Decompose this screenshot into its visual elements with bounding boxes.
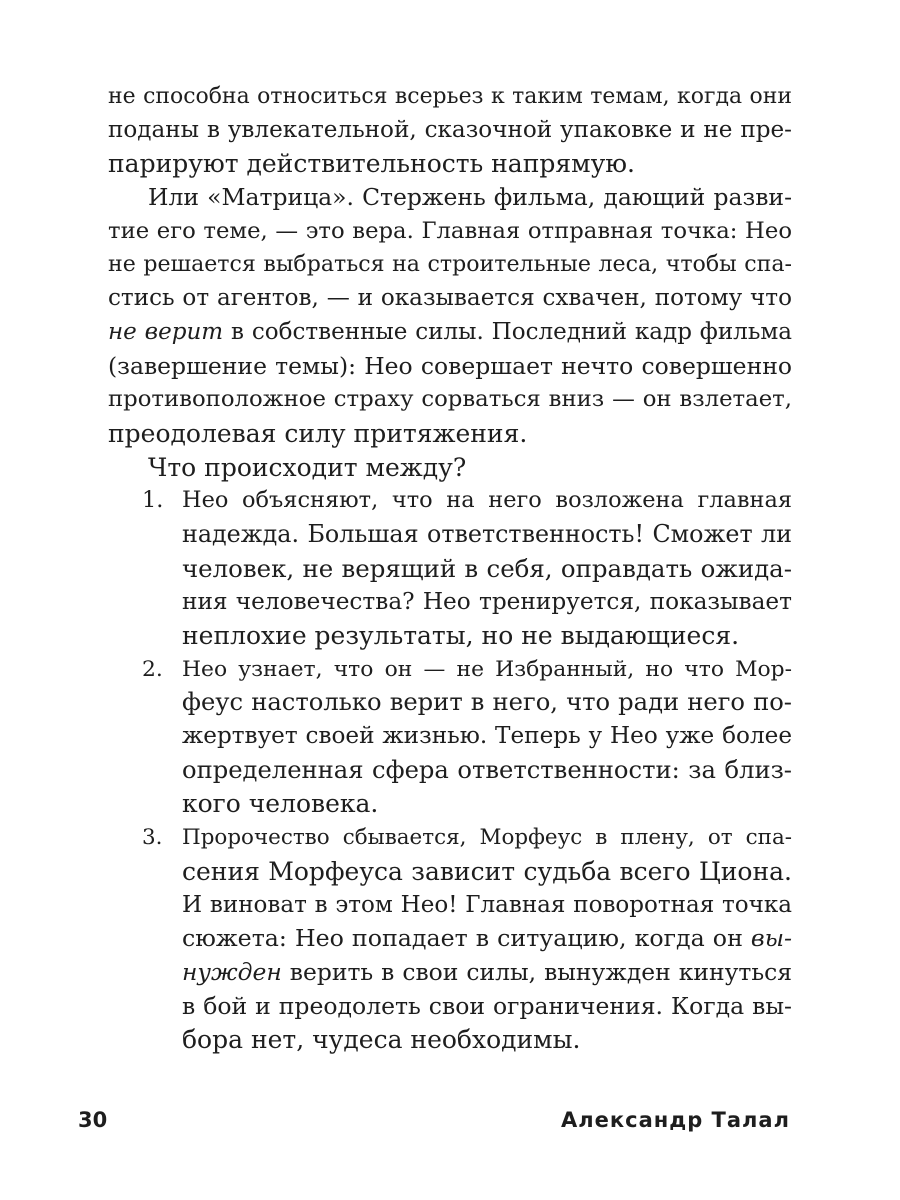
text-line: поданы в увлекательной, сказочной упаковке и не пре- [108, 116, 792, 143]
text-line: ния человечества? Нео тренируется, показывает [182, 588, 792, 616]
text-line [108, 484, 792, 518]
text-line: не решается выбраться на строительные леса, чтобы спа- [108, 251, 792, 278]
text-line: надежда. Большая ответственность! Сможет ли [182, 519, 792, 548]
text-fragment: Пророчество сбывается, Морфеус в плену, от спа- [182, 825, 792, 851]
text-line: феус настолько верит в него, что ради него по- [182, 688, 792, 717]
text-fragment: Нео объясняют, что на него возложена главная [182, 487, 792, 514]
text-fragment: верить в свои силы, вынужден кинуться [281, 957, 792, 986]
list-number: 2. [142, 656, 163, 682]
text-line: кого человека. [182, 789, 379, 819]
text-line [108, 922, 792, 956]
text-line: противоположное страху сорваться вниз — он взлетает, [108, 386, 792, 413]
numbered-list [108, 484, 792, 1057]
list-item [108, 484, 792, 652]
text-line: бора нет, чудеса необходимы. [182, 1025, 581, 1055]
running-footer-author: Александр Талал [561, 1108, 790, 1132]
text-line: И виноват в этом Нео! Главная поворотная точка [182, 891, 792, 918]
text-line [108, 821, 792, 855]
text-line: (завершение темы): Нео совершает нечто совершенно [108, 351, 792, 380]
text-line: определенная сфера ответственности: за близ- [182, 755, 792, 784]
text-line: парируют действительность напрямую. [108, 149, 636, 179]
paragraph [108, 451, 792, 485]
text-line: неплохие результаты, но не выдающиеся. [182, 621, 740, 650]
text-line: сения Морфеуса зависит судьба всего Циона. [182, 856, 792, 886]
text-line: жертвует своей жизнью. Теперь у Нео уже более [182, 723, 792, 750]
text-line: преодолевая силу притяжения. [108, 418, 528, 448]
emphasis-text: нужден [182, 957, 282, 986]
list-item [108, 653, 792, 821]
text-line: не способна относиться всерьез к таким темам, когда они [108, 84, 792, 109]
paragraph [108, 80, 792, 181]
text-line: тие его теме, — это вера. Главная отправная точка: Нео [108, 217, 792, 244]
text-line: Или «Матрица». Стержень фильма, дающий разви- [148, 183, 792, 212]
list-number: 1. [142, 487, 164, 514]
text-line: в бой и преодолеть свои ограничения. Когда вы- [182, 991, 792, 1020]
text-fragment: в собственные силы. Последний кадр фильма [223, 318, 792, 345]
emphasis-text: вы- [750, 924, 792, 953]
text-fragment: сюжета: Нео попадает в ситуацию, когда он [182, 924, 751, 953]
text-line [108, 653, 792, 687]
list-number: 3. [142, 825, 163, 851]
text-line: Что происходит между? [148, 452, 467, 482]
text-line [108, 316, 792, 350]
list-item [108, 821, 792, 1057]
page-number: 30 [78, 1108, 108, 1132]
text-fragment: Нео узнает, что он — не Избранный, но что Мор- [182, 656, 792, 682]
text-line: человек, не верящий в себя, оправдать ожида- [182, 553, 792, 583]
body-text [108, 80, 792, 1057]
text-line [108, 956, 792, 990]
paragraph [108, 181, 792, 451]
text-line: стись от агентов, — и оказывается схвачен, потому что [108, 285, 792, 312]
emphasis-text: не верит [108, 318, 224, 345]
